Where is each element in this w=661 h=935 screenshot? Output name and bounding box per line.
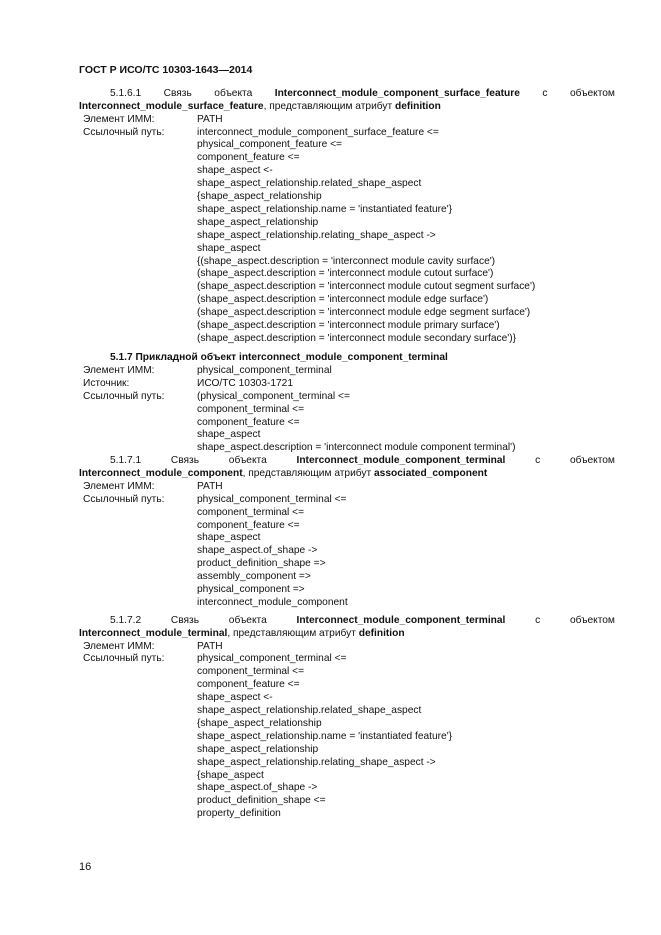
heading-word: с bbox=[535, 455, 541, 467]
path-line: shape_aspect_relationship.relating_shape_aspect -> bbox=[197, 229, 436, 241]
heading-word: Связь bbox=[170, 614, 200, 626]
field-row bbox=[79, 114, 615, 127]
path-line: shape_aspect_relationship.relating_shape_aspect -> bbox=[197, 756, 436, 768]
path-line: shape_aspect_relationship.related_shape_aspect bbox=[197, 705, 422, 717]
path-line: shape_aspect_relationship.name = 'instantiated feature'} bbox=[197, 730, 453, 742]
path-line: shape_aspect bbox=[197, 429, 261, 441]
path-line: component_terminal <= bbox=[197, 666, 305, 678]
path-line: {shape_aspect_relationship bbox=[197, 717, 322, 729]
field-label: Элемент ИММ: bbox=[83, 480, 155, 492]
section-number: 5.1.6.1 bbox=[110, 88, 142, 99]
relation-heading bbox=[79, 88, 615, 101]
heading-word: объектом bbox=[569, 455, 615, 467]
reference-path bbox=[197, 391, 615, 456]
heading-word: Связь bbox=[170, 455, 200, 467]
heading-word: с bbox=[542, 88, 548, 99]
relation-heading bbox=[79, 615, 615, 628]
field-row bbox=[79, 391, 615, 456]
path-line: {shape_aspect bbox=[197, 769, 264, 781]
path-line: component_terminal <= bbox=[197, 403, 305, 415]
page-number: 16 bbox=[79, 861, 92, 873]
field-label: Источник: bbox=[83, 377, 130, 389]
field-value: PATH bbox=[197, 640, 223, 652]
path-line: shape_aspect bbox=[197, 532, 261, 544]
heading-word: объектом bbox=[569, 88, 615, 99]
object-name: Interconnect_module_component_terminal bbox=[296, 455, 506, 467]
attribute-name: associated_component bbox=[374, 468, 488, 480]
relation-heading-line2 bbox=[79, 101, 615, 114]
field-row bbox=[79, 378, 615, 391]
heading-word: Связь bbox=[163, 88, 192, 99]
path-line: shape_aspect.description = 'interconnect module component terminal') bbox=[197, 442, 516, 454]
path-line: shape_aspect <- bbox=[197, 165, 273, 177]
attribute-name: definition bbox=[394, 100, 441, 112]
path-line: {(shape_aspect.description = 'interconnect module cavity surface') bbox=[197, 255, 496, 267]
target-object-name: Interconnect_module_component bbox=[79, 468, 243, 480]
path-line: component_feature <= bbox=[197, 679, 300, 691]
path-line: assembly_component => bbox=[197, 571, 311, 583]
heading-text: , представляющим атрибут bbox=[263, 100, 395, 112]
path-line: interconnect_module_component bbox=[197, 597, 348, 608]
relation-section-5-1-7-1 bbox=[79, 455, 615, 610]
object-name: Interconnect_module_component_terminal bbox=[296, 614, 506, 626]
field-label: Элемент ИММ: bbox=[83, 640, 155, 652]
path-line: (shape_aspect.description = 'interconnect module edge segment surface') bbox=[197, 307, 531, 319]
path-line: (shape_aspect.description = 'interconnect module secondary surface')} bbox=[197, 333, 517, 344]
path-line: component_feature <= bbox=[197, 152, 300, 164]
path-line: physical_component_feature <= bbox=[197, 139, 342, 151]
path-line: (shape_aspect.description = 'interconnect module cutout segment surface') bbox=[197, 281, 536, 293]
path-line: (shape_aspect.description = 'interconnect module primary surface') bbox=[197, 320, 500, 332]
reference-path bbox=[197, 127, 615, 346]
field-row bbox=[79, 641, 615, 654]
path-line: (shape_aspect.description = 'interconnect module cutout surface') bbox=[197, 268, 494, 280]
target-object-name: Interconnect_module_surface_feature bbox=[79, 100, 264, 112]
relation-section-5-1-6-1 bbox=[79, 88, 615, 346]
field-value: PATH bbox=[197, 113, 223, 125]
page-header: ГОСТ Р ИСО/ТС 10303-1643—2014 bbox=[79, 64, 253, 76]
path-line: interconnect_module_component_surface_feature <= bbox=[197, 126, 439, 138]
reference-path bbox=[197, 653, 615, 821]
path-line: component_terminal <= bbox=[197, 506, 305, 518]
path-line: shape_aspect <- bbox=[197, 692, 273, 704]
field-value: ИСО/ТС 10303-1721 bbox=[197, 377, 294, 389]
field-label: Элемент ИММ: bbox=[83, 113, 155, 125]
field-row bbox=[79, 365, 615, 378]
field-label: Ссылочный путь: bbox=[83, 126, 165, 138]
path-line: (shape_aspect.description = 'interconnect module edge surface') bbox=[197, 294, 489, 306]
heading-text: , представляющим атрибут bbox=[242, 468, 374, 480]
path-line: physical_component_terminal <= bbox=[197, 493, 347, 505]
field-row bbox=[79, 481, 615, 494]
heading-word: объектом bbox=[569, 614, 615, 626]
field-value: PATH bbox=[197, 480, 223, 492]
path-line: physical_component_terminal <= bbox=[197, 653, 347, 665]
field-row bbox=[79, 653, 615, 821]
document-body bbox=[79, 88, 615, 821]
heading-text: , представляющим атрибут bbox=[227, 627, 359, 639]
relation-section-5-1-7-2 bbox=[79, 615, 615, 821]
subsection-title: 5.1.7 Прикладной объект interconnect_module_component_terminal bbox=[110, 351, 448, 363]
path-line: shape_aspect bbox=[197, 242, 261, 254]
field-label: Ссылочный путь: bbox=[83, 653, 165, 665]
field-label: Ссылочный путь: bbox=[83, 493, 165, 505]
path-line: shape_aspect_relationship bbox=[197, 216, 319, 228]
field-row bbox=[79, 127, 615, 346]
path-line: shape_aspect_relationship bbox=[197, 743, 319, 755]
path-line: product_definition_shape => bbox=[197, 558, 326, 570]
relation-heading-line2 bbox=[79, 468, 615, 481]
object-section-5-1-7 bbox=[79, 351, 615, 455]
field-value: physical_component_terminal bbox=[197, 364, 332, 376]
path-line: shape_aspect_relationship.name = 'instantiated feature'} bbox=[197, 203, 453, 215]
heading-word: объекта bbox=[214, 88, 253, 99]
path-line: (physical_component_terminal <= bbox=[197, 390, 350, 402]
heading-word: с bbox=[535, 614, 541, 626]
field-row bbox=[79, 494, 615, 610]
relation-heading bbox=[79, 455, 615, 468]
section-number: 5.1.7.1 bbox=[110, 455, 142, 467]
relation-heading-line2 bbox=[79, 628, 615, 641]
path-line: shape_aspect.of_shape -> bbox=[197, 545, 318, 557]
path-line: component_feature <= bbox=[197, 519, 300, 531]
path-line: shape_aspect.of_shape -> bbox=[197, 782, 318, 794]
path-line: shape_aspect_relationship.related_shape_aspect bbox=[197, 178, 422, 190]
path-line: property_definition bbox=[197, 808, 281, 820]
heading-word: объекта bbox=[228, 614, 267, 626]
path-line: {shape_aspect_relationship bbox=[197, 191, 322, 203]
path-line: component_feature <= bbox=[197, 416, 300, 428]
field-label: Ссылочный путь: bbox=[83, 390, 165, 402]
heading-word: объекта bbox=[228, 455, 267, 467]
path-line: product_definition_shape <= bbox=[197, 795, 326, 807]
target-object-name: Interconnect_module_terminal bbox=[79, 627, 228, 639]
field-label: Элемент ИММ: bbox=[83, 364, 155, 376]
path-line: physical_component => bbox=[197, 584, 305, 596]
object-name: Interconnect_module_component_surface_feature bbox=[274, 88, 520, 99]
section-number: 5.1.7.2 bbox=[110, 614, 142, 626]
reference-path bbox=[197, 494, 615, 610]
attribute-name: definition bbox=[358, 627, 405, 639]
